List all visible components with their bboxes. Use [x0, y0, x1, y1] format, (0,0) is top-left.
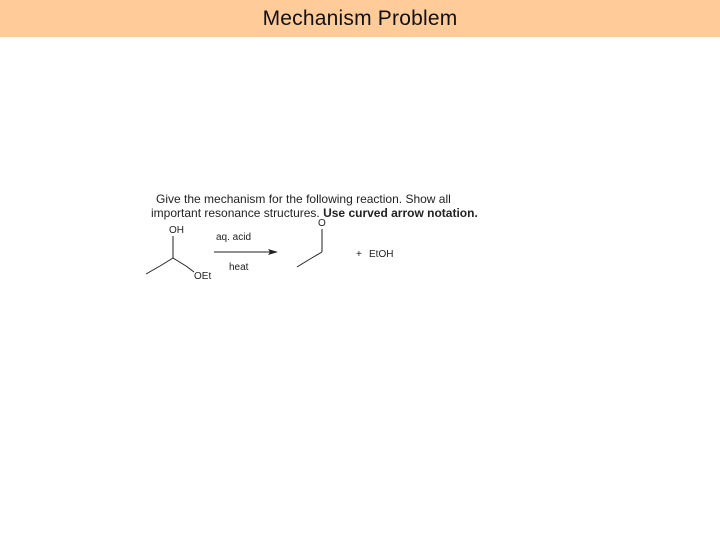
reagent-below-label: heat — [229, 262, 249, 273]
product-bond-2 — [310, 252, 322, 259]
plus-sign: + — [356, 249, 362, 260]
reactant-bond-1 — [146, 266, 160, 274]
reactant-oh-label: OH — [169, 225, 184, 236]
product-structure — [297, 229, 322, 267]
reactant-bond-oet — [186, 266, 194, 272]
question-line-2-bold: Use curved arrow notation. — [323, 206, 478, 220]
byproduct-label: EtOH — [369, 249, 394, 260]
product-bond-1 — [297, 259, 310, 267]
reaction-scheme — [140, 218, 420, 286]
reactant-structure — [146, 236, 194, 274]
reactant-bond-3 — [173, 258, 186, 266]
question-line-1: Give the mechanism for the following reaction. Show all — [156, 192, 451, 206]
question-text — [151, 192, 491, 220]
reactant-bond-2 — [160, 258, 173, 266]
slide-title: Mechanism Problem — [262, 6, 458, 30]
reagent-above-label: aq. acid — [216, 232, 252, 243]
slide-title-bar — [0, 0, 720, 37]
question-line-2-plain: important resonance structures. — [151, 206, 320, 220]
product-o-label: O — [318, 218, 326, 229]
reactant-oet-label: OEt — [194, 271, 212, 282]
